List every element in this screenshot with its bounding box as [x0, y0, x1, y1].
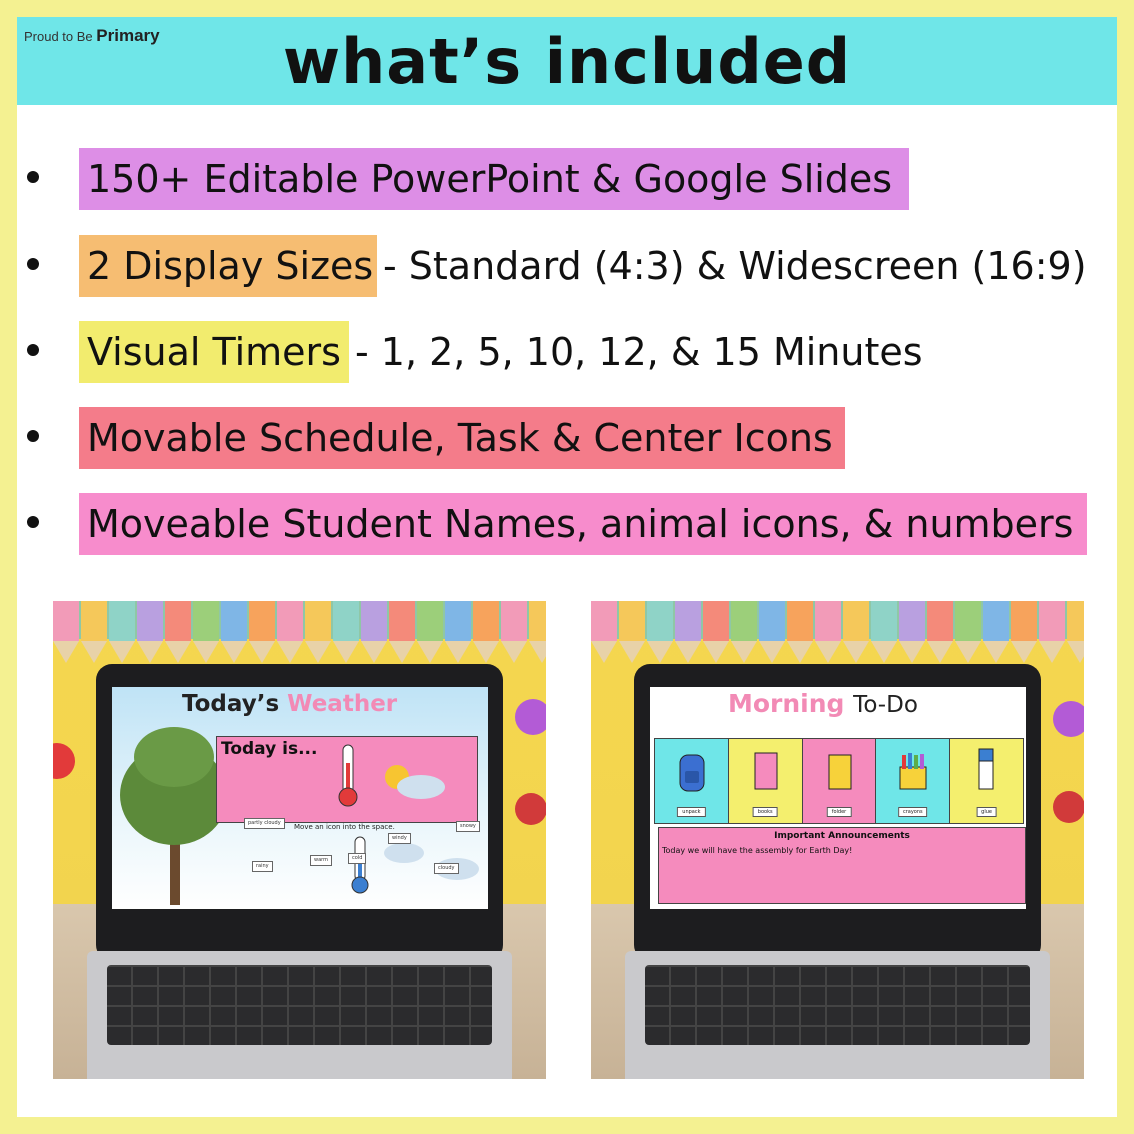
laptop-base: [625, 951, 1050, 1079]
weather-tag[interactable]: rainy: [252, 861, 273, 872]
brand-prefix: Proud to Be: [24, 29, 93, 44]
todo-item[interactable]: [950, 739, 1023, 823]
bullet-highlight: Movable Schedule, Task & Center Icons: [79, 407, 845, 469]
keyboard: [107, 965, 492, 1045]
header-banner: [17, 17, 1117, 105]
glue-stick-icon: [974, 747, 998, 793]
todo-item[interactable]: [876, 739, 950, 823]
pencil-border-icon: [591, 601, 1084, 671]
bullet-highlight: 2 Display Sizes: [79, 235, 377, 297]
todo-item-label: glue: [976, 807, 997, 817]
announcements-panel: [658, 827, 1026, 904]
crayons-icon: [896, 749, 930, 793]
thermometer-icon: [335, 743, 361, 809]
list-item: [17, 321, 1117, 383]
weather-tag[interactable]: snowy: [456, 821, 480, 832]
weather-title-part1: Today’s: [182, 691, 280, 717]
bullet-highlight: 150+ Editable PowerPoint & Google Slides: [79, 148, 909, 210]
todo-title-part2: To-Do: [853, 692, 918, 718]
today-label: Today is...: [221, 739, 318, 759]
weather-tag[interactable]: cold: [348, 853, 366, 864]
laptop-base: [87, 951, 512, 1079]
bullet-rest: - 1, 2, 5, 10, 12, & 15 Minutes: [355, 330, 923, 374]
bullet-dot: [27, 258, 39, 270]
todo-title-part1: Morning: [728, 689, 845, 718]
bullet-dot: [27, 344, 39, 356]
todo-item-label: folder: [827, 807, 852, 817]
keyboard: [645, 965, 1030, 1045]
today-panel: [216, 736, 478, 823]
announcements-text: Today we will have the assembly for Earth Day!: [662, 846, 853, 855]
bullet-dot: [27, 171, 39, 183]
list-item: [17, 148, 1117, 210]
todo-photo: [591, 601, 1084, 1079]
folder-icon: [825, 749, 855, 793]
weather-tag[interactable]: warm: [310, 855, 332, 866]
todo-title: [728, 689, 918, 718]
partly-cloudy-icon: [377, 759, 447, 803]
weather-caption: Move an icon into the space.: [294, 823, 395, 831]
bullet-rest: - Standard (4:3) & Widescreen (16:9): [383, 244, 1087, 288]
weather-title: [182, 691, 397, 717]
brand-logo: [24, 26, 160, 46]
announcements-title: Important Announcements: [774, 831, 910, 841]
thermometer-icon: [348, 835, 372, 895]
todo-items: [654, 738, 1024, 824]
bullet-highlight: Moveable Student Names, animal icons, & numbers: [79, 493, 1087, 555]
weather-tag[interactable]: windy: [388, 833, 411, 844]
weather-tag[interactable]: cloudy: [434, 863, 459, 874]
weather-slide: [112, 687, 488, 909]
laptop: [96, 664, 503, 961]
todo-item[interactable]: [803, 739, 877, 823]
todo-item[interactable]: [729, 739, 803, 823]
list-item: [17, 493, 1117, 555]
pencil-border-icon: [53, 601, 546, 671]
weather-photo: [53, 601, 546, 1079]
laptop: [634, 664, 1041, 961]
list-item: [17, 235, 1117, 297]
list-item: [17, 407, 1117, 469]
todo-item-label: crayons: [898, 807, 928, 817]
todo-item-label: unpack: [677, 807, 705, 817]
bullet-highlight: Visual Timers: [79, 321, 349, 383]
bullet-dot: [27, 516, 39, 528]
todo-item-label: books: [753, 807, 778, 817]
weather-tag[interactable]: partly cloudy: [244, 818, 285, 829]
todo-item[interactable]: [655, 739, 729, 823]
todo-slide: [650, 687, 1026, 909]
backpack-icon: [677, 749, 707, 793]
book-icon: [751, 749, 781, 793]
bullet-dot: [27, 430, 39, 442]
brand-name: Primary: [96, 26, 160, 45]
page-title: what’s included: [282, 24, 852, 98]
weather-title-part2: Weather: [287, 691, 398, 717]
page-panel: [17, 17, 1117, 1117]
